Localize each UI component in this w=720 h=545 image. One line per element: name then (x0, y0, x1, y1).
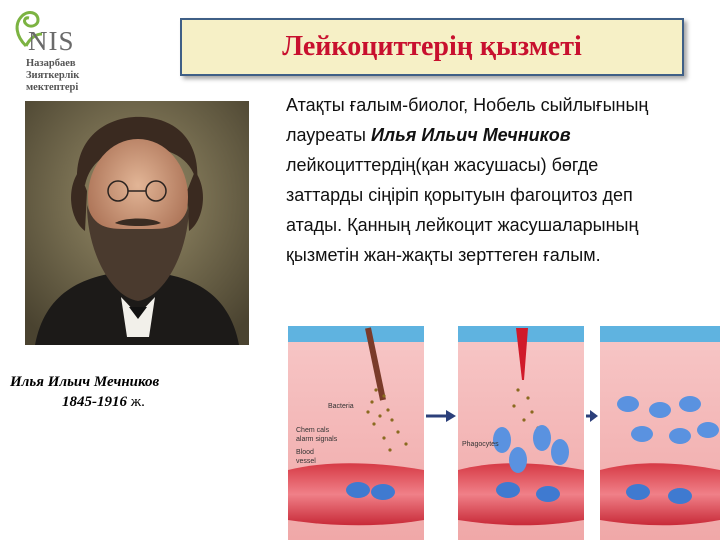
logo-line-2: Зияткерлік (26, 70, 80, 81)
diagram-panel-2 (458, 326, 584, 540)
caption-years-suffix: ж. (127, 394, 145, 410)
arrow-right-icon (586, 410, 598, 422)
paragraph-part-2: лейкоциттердің(қан жасушасы) бөгде заттарды сіңіріп қорытуын фагоцитоз деп атады. Қанның лейкоцит жасушаларының қызметін жан-жақты зерттеген ғалым. (286, 155, 639, 265)
arrow-right-icon (426, 410, 456, 422)
portrait-caption (10, 372, 159, 412)
label-bacteria: Bacteria (328, 403, 354, 410)
logo-line-1: Назарбаев (26, 58, 76, 69)
paragraph-part-1: Атақты ғалым-биолог, Нобель сыйлығының лауреаты (286, 95, 649, 145)
nis-logo (6, 6, 96, 98)
label-chemicals: Chem cals (296, 427, 330, 434)
label-vessel: vessel (296, 458, 316, 465)
caption-years-value: 1845-1916 (62, 394, 127, 410)
label-phagocytes: Phagocytes (462, 441, 499, 448)
paragraph-name: Илья Ильич Мечников (370, 125, 571, 145)
label-blood: Blood (296, 449, 314, 456)
label-signals: alarm signals (296, 436, 338, 443)
caption-years (10, 392, 159, 412)
phagocytosis-diagram (288, 320, 720, 540)
description-paragraph (286, 90, 676, 270)
page-title: Лейкоциттерің қызметі (282, 31, 582, 62)
diagram-panel-3 (600, 326, 720, 540)
logo-brand: NIS (28, 26, 75, 56)
caption-name: Илья Ильич Мечников (10, 374, 160, 390)
logo-line-3: мектептері (26, 82, 79, 93)
title-banner (180, 18, 684, 76)
portrait-photo (25, 101, 249, 345)
diagram-panel-1 (288, 326, 424, 540)
